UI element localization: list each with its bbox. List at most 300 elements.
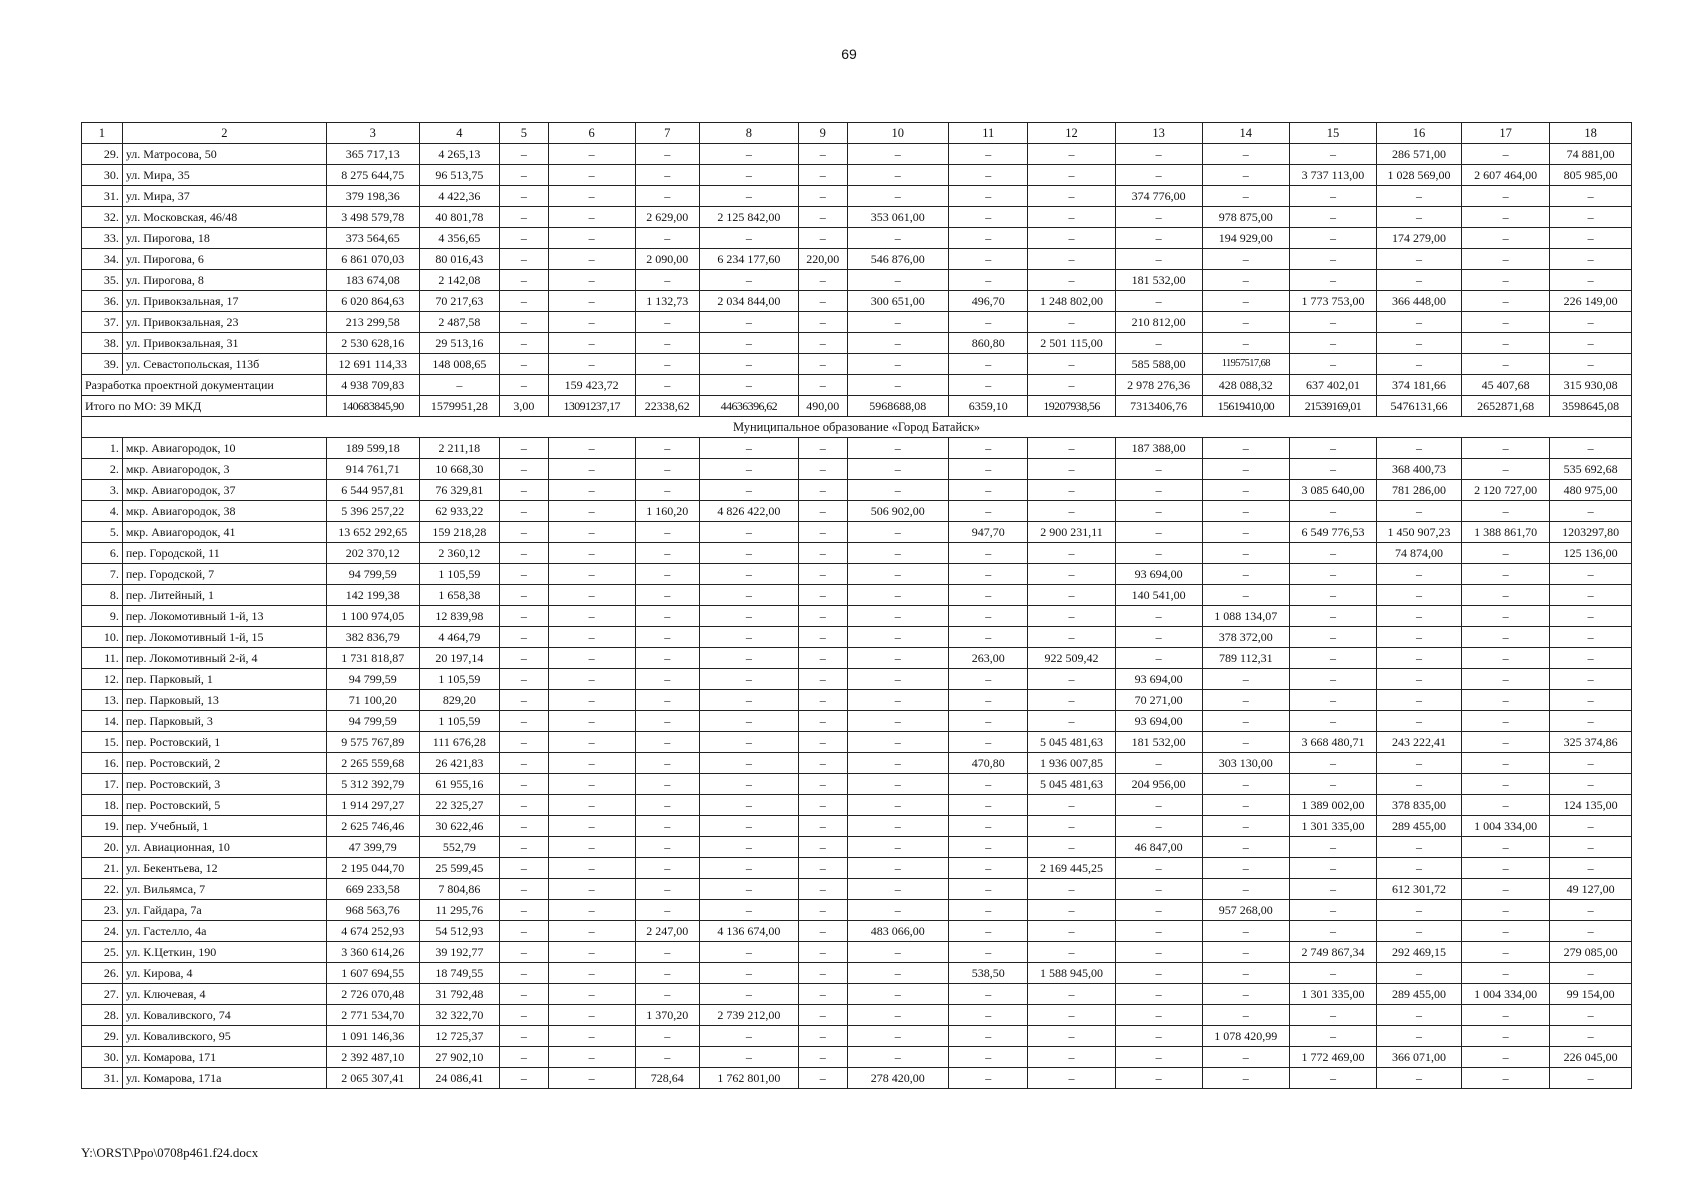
- amount-cell: 379 198,36: [326, 186, 419, 207]
- amount-cell: –: [1289, 501, 1376, 522]
- amount-cell: 194 929,00: [1202, 228, 1289, 249]
- amount-cell: –: [847, 795, 948, 816]
- row-number: 8.: [82, 585, 123, 606]
- amount-cell: –: [799, 501, 848, 522]
- row-number: 30.: [82, 165, 123, 186]
- address-cell: мкр. Авиагородок, 38: [122, 501, 326, 522]
- amount-cell: 2 392 487,10: [326, 1047, 419, 1068]
- amount-cell: –: [1028, 249, 1115, 270]
- amount-cell: –: [635, 858, 699, 879]
- column-number-header: 17: [1461, 123, 1549, 144]
- amount-cell: –: [847, 312, 948, 333]
- amount-cell: 1 091 146,36: [326, 1026, 419, 1047]
- amount-cell: –: [635, 795, 699, 816]
- amount-cell: –: [635, 879, 699, 900]
- amount-cell: –: [949, 774, 1028, 795]
- amount-cell: –: [799, 942, 848, 963]
- table-body: [82, 123, 1632, 1089]
- amount-cell: 1 936 007,85: [1028, 753, 1115, 774]
- amount-cell: –: [1461, 1005, 1549, 1026]
- amount-cell: –: [1377, 669, 1462, 690]
- amount-cell: –: [699, 669, 798, 690]
- amount-cell: –: [1115, 1047, 1202, 1068]
- amount-cell: –: [635, 942, 699, 963]
- page-number: 69: [841, 46, 857, 62]
- amount-cell: –: [1202, 732, 1289, 753]
- amount-cell: 1 389 002,00: [1289, 795, 1376, 816]
- amount-cell: –: [1202, 837, 1289, 858]
- amount-cell: 94 799,59: [326, 564, 419, 585]
- table-row: [82, 228, 1632, 249]
- amount-cell: –: [1377, 774, 1462, 795]
- column-number-header: 7: [635, 123, 699, 144]
- amount-cell: –: [799, 627, 848, 648]
- amount-cell: –: [949, 921, 1028, 942]
- amount-cell: 27 902,10: [419, 1047, 500, 1068]
- amount-cell: –: [799, 480, 848, 501]
- amount-cell: –: [1377, 627, 1462, 648]
- amount-cell: –: [1377, 501, 1462, 522]
- amount-cell: –: [799, 144, 848, 165]
- amount-cell: –: [799, 543, 848, 564]
- table-row: [82, 984, 1632, 1005]
- amount-cell: –: [799, 900, 848, 921]
- row-number: 3.: [82, 480, 123, 501]
- amount-cell: 20 197,14: [419, 648, 500, 669]
- amount-cell: –: [847, 858, 948, 879]
- amount-cell: 7313406,76: [1115, 396, 1202, 417]
- amount-cell: –: [949, 1026, 1028, 1047]
- amount-cell: 181 532,00: [1115, 732, 1202, 753]
- amount-cell: –: [1289, 648, 1376, 669]
- address-cell: ул. Мира, 37: [122, 186, 326, 207]
- amount-cell: 70 271,00: [1115, 690, 1202, 711]
- amount-cell: –: [548, 480, 635, 501]
- amount-cell: –: [635, 816, 699, 837]
- amount-cell: –: [1461, 1068, 1549, 1089]
- amount-cell: –: [699, 144, 798, 165]
- amount-cell: 805 985,00: [1550, 165, 1632, 186]
- row-number: 19.: [82, 816, 123, 837]
- amount-cell: –: [1461, 753, 1549, 774]
- amount-cell: –: [799, 291, 848, 312]
- amount-cell: –: [1461, 858, 1549, 879]
- amount-cell: 210 812,00: [1115, 312, 1202, 333]
- amount-cell: 2 530 628,16: [326, 333, 419, 354]
- amount-cell: 4 938 709,83: [326, 375, 419, 396]
- table-row: [82, 291, 1632, 312]
- amount-cell: 365 717,13: [326, 144, 419, 165]
- amount-cell: –: [799, 837, 848, 858]
- amount-cell: 54 512,93: [419, 921, 500, 942]
- amount-cell: –: [1377, 312, 1462, 333]
- amount-cell: –: [1289, 144, 1376, 165]
- amount-cell: –: [1202, 165, 1289, 186]
- amount-cell: 278 420,00: [847, 1068, 948, 1089]
- address-cell: ул. Мира, 35: [122, 165, 326, 186]
- amount-cell: 12 691 114,33: [326, 354, 419, 375]
- amount-cell: –: [1377, 837, 1462, 858]
- amount-cell: –: [548, 543, 635, 564]
- column-number-header: 4: [419, 123, 500, 144]
- amount-cell: –: [1550, 228, 1632, 249]
- amount-cell: –: [548, 165, 635, 186]
- amount-cell: –: [635, 333, 699, 354]
- row-number: 1.: [82, 438, 123, 459]
- amount-cell: –: [1115, 480, 1202, 501]
- amount-cell: 6 549 776,53: [1289, 522, 1376, 543]
- amount-cell: –: [1202, 1068, 1289, 1089]
- row-number: 23.: [82, 900, 123, 921]
- table-row: [82, 753, 1632, 774]
- amount-cell: –: [1377, 753, 1462, 774]
- amount-cell: –: [1028, 984, 1115, 1005]
- amount-cell: –: [635, 732, 699, 753]
- amount-cell: –: [1289, 669, 1376, 690]
- amount-cell: –: [500, 753, 549, 774]
- amount-cell: –: [799, 690, 848, 711]
- amount-cell: –: [1028, 354, 1115, 375]
- amount-cell: –: [1202, 942, 1289, 963]
- address-cell: пер. Городской, 7: [122, 564, 326, 585]
- amount-cell: 3,00: [500, 396, 549, 417]
- amount-cell: 585 588,00: [1115, 354, 1202, 375]
- amount-cell: 483 066,00: [847, 921, 948, 942]
- amount-cell: 2 169 445,25: [1028, 858, 1115, 879]
- column-number-header: 15: [1289, 123, 1376, 144]
- amount-cell: –: [635, 669, 699, 690]
- row-number: 32.: [82, 207, 123, 228]
- amount-cell: 2 034 844,00: [699, 291, 798, 312]
- amount-cell: –: [500, 1005, 549, 1026]
- amount-cell: 4 464,79: [419, 627, 500, 648]
- amount-cell: 2 360,12: [419, 543, 500, 564]
- amount-cell: –: [699, 753, 798, 774]
- amount-cell: –: [1461, 564, 1549, 585]
- amount-cell: –: [847, 690, 948, 711]
- amount-cell: –: [847, 585, 948, 606]
- amount-cell: –: [500, 375, 549, 396]
- amount-cell: 94 799,59: [326, 669, 419, 690]
- amount-cell: –: [1461, 501, 1549, 522]
- amount-cell: –: [1377, 438, 1462, 459]
- table-row: [82, 627, 1632, 648]
- amount-cell: 292 469,15: [1377, 942, 1462, 963]
- amount-cell: –: [1115, 648, 1202, 669]
- column-number-header: 14: [1202, 123, 1289, 144]
- row-number: 4.: [82, 501, 123, 522]
- amount-cell: –: [799, 438, 848, 459]
- address-cell: ул. К.Цеткин, 190: [122, 942, 326, 963]
- address-cell: пер. Ростовский, 3: [122, 774, 326, 795]
- amount-cell: –: [847, 522, 948, 543]
- amount-cell: –: [1289, 1005, 1376, 1026]
- column-number-header: 12: [1028, 123, 1115, 144]
- amount-cell: 9 575 767,89: [326, 732, 419, 753]
- amount-cell: 2 749 867,34: [1289, 942, 1376, 963]
- amount-cell: –: [1115, 921, 1202, 942]
- amount-cell: –: [1028, 438, 1115, 459]
- amount-cell: 96 513,75: [419, 165, 500, 186]
- amount-cell: 366 071,00: [1377, 1047, 1462, 1068]
- address-cell: ул. Привокзальная, 31: [122, 333, 326, 354]
- table-row: [82, 543, 1632, 564]
- amount-cell: –: [847, 984, 948, 1005]
- amount-cell: 70 217,63: [419, 291, 500, 312]
- row-number: 35.: [82, 270, 123, 291]
- amount-cell: –: [949, 270, 1028, 291]
- row-number: 22.: [82, 879, 123, 900]
- amount-cell: –: [847, 270, 948, 291]
- amount-cell: 1 088 134,07: [1202, 606, 1289, 627]
- amount-cell: 914 761,71: [326, 459, 419, 480]
- amount-cell: –: [847, 1005, 948, 1026]
- amount-cell: –: [1028, 1005, 1115, 1026]
- amount-cell: –: [699, 1026, 798, 1047]
- column-number-header: 3: [326, 123, 419, 144]
- amount-cell: –: [1115, 228, 1202, 249]
- amount-cell: 315 930,08: [1550, 375, 1632, 396]
- amount-cell: 76 329,81: [419, 480, 500, 501]
- table-row: [82, 900, 1632, 921]
- amount-cell: –: [548, 291, 635, 312]
- amount-cell: 1 004 334,00: [1461, 816, 1549, 837]
- amount-cell: –: [1202, 816, 1289, 837]
- amount-cell: 480 975,00: [1550, 480, 1632, 501]
- column-number-row: [82, 123, 1632, 144]
- amount-cell: –: [1115, 795, 1202, 816]
- column-number-header: 5: [500, 123, 549, 144]
- amount-cell: –: [1377, 207, 1462, 228]
- amount-cell: –: [500, 144, 549, 165]
- column-number-header: 2: [122, 123, 326, 144]
- amount-cell: –: [1377, 648, 1462, 669]
- amount-cell: –: [699, 522, 798, 543]
- amount-cell: 40 801,78: [419, 207, 500, 228]
- amount-cell: –: [1550, 1068, 1632, 1089]
- amount-cell: –: [635, 837, 699, 858]
- amount-cell: –: [635, 144, 699, 165]
- amount-cell: 4 422,36: [419, 186, 500, 207]
- amount-cell: –: [799, 165, 848, 186]
- amount-cell: –: [548, 837, 635, 858]
- amount-cell: 2 065 307,41: [326, 1068, 419, 1089]
- amount-cell: –: [1461, 732, 1549, 753]
- amount-cell: –: [548, 564, 635, 585]
- amount-cell: –: [1028, 165, 1115, 186]
- amount-cell: –: [1289, 606, 1376, 627]
- amount-cell: –: [635, 627, 699, 648]
- amount-cell: –: [1202, 333, 1289, 354]
- amount-cell: –: [1461, 900, 1549, 921]
- amount-cell: –: [1028, 900, 1115, 921]
- row-number: 6.: [82, 543, 123, 564]
- table-row: [82, 669, 1632, 690]
- amount-cell: –: [1202, 459, 1289, 480]
- amount-cell: –: [949, 144, 1028, 165]
- table-row: [82, 522, 1632, 543]
- address-cell: мкр. Авиагородок, 3: [122, 459, 326, 480]
- amount-cell: –: [1461, 312, 1549, 333]
- amount-cell: –: [1115, 291, 1202, 312]
- amount-cell: 5 396 257,22: [326, 501, 419, 522]
- amount-cell: 142 199,38: [326, 585, 419, 606]
- amount-cell: –: [699, 270, 798, 291]
- amount-cell: –: [949, 606, 1028, 627]
- amount-cell: –: [799, 711, 848, 732]
- row-number: 9.: [82, 606, 123, 627]
- amount-cell: –: [799, 795, 848, 816]
- amount-cell: –: [1028, 270, 1115, 291]
- amount-cell: –: [548, 585, 635, 606]
- amount-cell: 93 694,00: [1115, 564, 1202, 585]
- amount-cell: –: [500, 795, 549, 816]
- amount-cell: 140 541,00: [1115, 585, 1202, 606]
- amount-cell: –: [699, 1047, 798, 1068]
- row-label: Разработка проектной документации: [82, 375, 327, 396]
- amount-cell: 968 563,76: [326, 900, 419, 921]
- amount-cell: –: [635, 375, 699, 396]
- amount-cell: 4 136 674,00: [699, 921, 798, 942]
- amount-cell: 30 622,46: [419, 816, 500, 837]
- address-cell: мкр. Авиагородок, 10: [122, 438, 326, 459]
- address-cell: ул. Пирогова, 18: [122, 228, 326, 249]
- amount-cell: –: [847, 186, 948, 207]
- amount-cell: 12 839,98: [419, 606, 500, 627]
- amount-cell: –: [635, 564, 699, 585]
- amount-cell: 506 902,00: [847, 501, 948, 522]
- amount-cell: 957 268,00: [1202, 900, 1289, 921]
- amount-cell: –: [699, 690, 798, 711]
- amount-cell: 181 532,00: [1115, 270, 1202, 291]
- amount-cell: –: [699, 312, 798, 333]
- amount-cell: –: [1028, 942, 1115, 963]
- amount-cell: –: [1202, 963, 1289, 984]
- column-number-header: 13: [1115, 123, 1202, 144]
- amount-cell: –: [949, 585, 1028, 606]
- table-row: [82, 480, 1632, 501]
- amount-cell: –: [799, 1047, 848, 1068]
- amount-cell: –: [1550, 186, 1632, 207]
- amount-cell: 12 725,37: [419, 1026, 500, 1047]
- amount-cell: 44636396,62: [699, 396, 798, 417]
- amount-cell: –: [1461, 270, 1549, 291]
- amount-cell: –: [949, 501, 1028, 522]
- amount-cell: –: [1461, 690, 1549, 711]
- amount-cell: –: [799, 984, 848, 1005]
- row-number: 24.: [82, 921, 123, 942]
- row-number: 14.: [82, 711, 123, 732]
- amount-cell: –: [500, 186, 549, 207]
- amount-cell: 220,00: [799, 249, 848, 270]
- amount-cell: –: [548, 459, 635, 480]
- amount-cell: –: [548, 627, 635, 648]
- amount-cell: –: [949, 312, 1028, 333]
- amount-cell: –: [1289, 963, 1376, 984]
- amount-cell: –: [500, 900, 549, 921]
- column-number-header: 11: [949, 123, 1028, 144]
- amount-cell: –: [1461, 921, 1549, 942]
- amount-cell: –: [1461, 648, 1549, 669]
- amount-cell: 829,20: [419, 690, 500, 711]
- amount-cell: –: [949, 249, 1028, 270]
- amount-cell: –: [1115, 165, 1202, 186]
- amount-cell: 860,80: [949, 333, 1028, 354]
- amount-cell: –: [548, 1005, 635, 1026]
- amount-cell: –: [548, 228, 635, 249]
- amount-cell: –: [1202, 711, 1289, 732]
- address-cell: пер. Парковый, 13: [122, 690, 326, 711]
- amount-cell: 263,00: [949, 648, 1028, 669]
- amount-cell: 2 195 044,70: [326, 858, 419, 879]
- amount-cell: –: [635, 354, 699, 375]
- amount-cell: 2 090,00: [635, 249, 699, 270]
- amount-cell: –: [847, 963, 948, 984]
- amount-cell: 46 847,00: [1115, 837, 1202, 858]
- amount-cell: 94 799,59: [326, 711, 419, 732]
- amount-cell: 3 360 614,26: [326, 942, 419, 963]
- column-number-header: 18: [1550, 123, 1632, 144]
- amount-cell: –: [1202, 564, 1289, 585]
- amount-cell: –: [1461, 249, 1549, 270]
- amount-cell: 26 421,83: [419, 753, 500, 774]
- amount-cell: –: [799, 270, 848, 291]
- amount-cell: –: [1289, 312, 1376, 333]
- table-row: [82, 963, 1632, 984]
- row-number: 21.: [82, 858, 123, 879]
- table-row: [82, 606, 1632, 627]
- amount-cell: –: [1289, 1026, 1376, 1047]
- amount-cell: –: [1461, 942, 1549, 963]
- amount-cell: 2 900 231,11: [1028, 522, 1115, 543]
- amount-cell: –: [500, 249, 549, 270]
- amount-cell: –: [635, 543, 699, 564]
- amount-cell: –: [548, 963, 635, 984]
- amount-cell: –: [847, 333, 948, 354]
- amount-cell: –: [1202, 438, 1289, 459]
- amount-cell: 80 016,43: [419, 249, 500, 270]
- amount-cell: –: [699, 585, 798, 606]
- amount-cell: –: [699, 228, 798, 249]
- table-row: [82, 564, 1632, 585]
- amount-cell: –: [949, 207, 1028, 228]
- amount-cell: 289 455,00: [1377, 816, 1462, 837]
- table-row: [82, 312, 1632, 333]
- amount-cell: 4 356,65: [419, 228, 500, 249]
- address-cell: мкр. Авиагородок, 41: [122, 522, 326, 543]
- design-documentation-row: [82, 375, 1632, 396]
- amount-cell: 6 020 864,63: [326, 291, 419, 312]
- amount-cell: 22 325,27: [419, 795, 500, 816]
- address-cell: пер. Локомотивный 1-й, 13: [122, 606, 326, 627]
- amount-cell: –: [1115, 459, 1202, 480]
- amount-cell: 368 400,73: [1377, 459, 1462, 480]
- table-row: [82, 816, 1632, 837]
- amount-cell: –: [1202, 669, 1289, 690]
- amount-cell: 728,64: [635, 1068, 699, 1089]
- amount-cell: –: [847, 837, 948, 858]
- amount-cell: 187 388,00: [1115, 438, 1202, 459]
- table-row: [82, 879, 1632, 900]
- amount-cell: –: [1289, 333, 1376, 354]
- amount-cell: –: [1461, 333, 1549, 354]
- amount-cell: –: [1377, 711, 1462, 732]
- amount-cell: –: [1550, 312, 1632, 333]
- amount-cell: –: [635, 963, 699, 984]
- amount-cell: –: [1377, 186, 1462, 207]
- row-number: 36.: [82, 291, 123, 312]
- amount-cell: –: [1550, 648, 1632, 669]
